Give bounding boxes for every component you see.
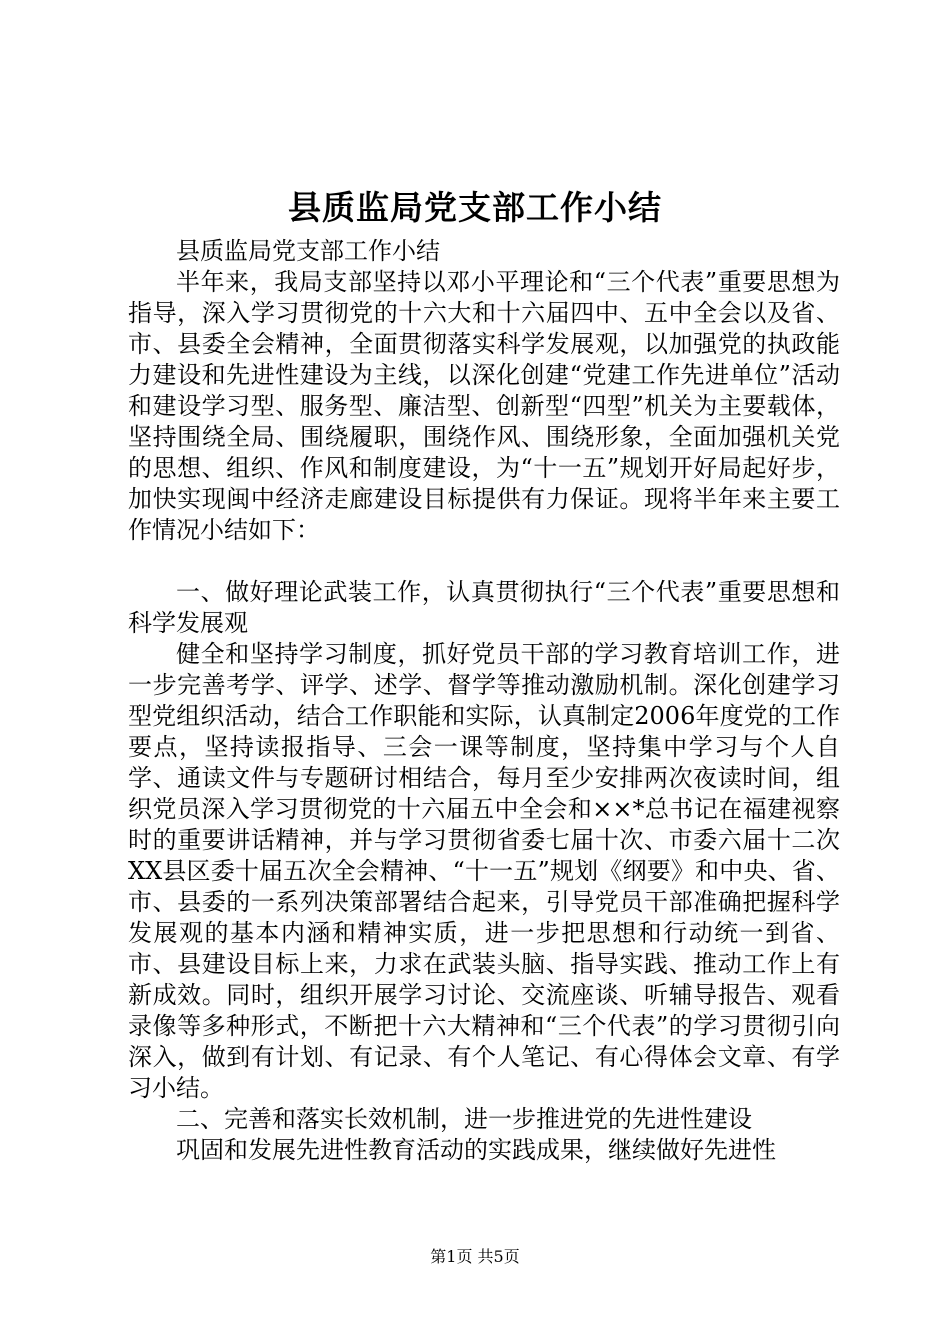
section-2-paragraph: 巩固和发展先进性教育活动的实践成果，继续做好先进性 <box>176 1136 776 1164</box>
section-heading-2: 二、完善和落实长效机制，进一步推进党的先进性建设 <box>176 1105 752 1133</box>
document-title: 县质监局党支部工作小结 <box>288 188 662 227</box>
section-1-paragraph: 健全和坚持学习制度，抓好党员干部的学习教育培训工作，进一步完善考学、评学、述学、督学等推动激励机制。深化创建学习型党组织活动，结合工作职能和实际，认真制定2006年度党的工作要点，坚持读报指导、三会一课等制度，坚持集中学习与个人自学、通读文件与专题研讨相结合，每月至少安排两次夜读时间，组织党员深入学习贯彻党的十六届五中全会和××*总书记在福建视察时的重要讲话精神，并与学习贯彻省委七届十次、市委六届十二次XX县区委十届五次全会精神、“十一五”规划《纲要》和中央、省、市、县委的一系列决策部署结合起来，引导党员干部准确把握科学发展观的基本内涵和精神实质，进一步把思想和行动统一到省、市、县建设目标上来，力求在武装头脑、指导实践、推动工作上有新成效。同时，组织开展学习讨论、交流座谈、听辅导报告、观看录像等多种形式，不断把十六大精神和“三个代表”的学习贯彻引向深入，做到有计划、有记录、有个人笔记、有心得体会文章、有学习小结。 <box>128 640 840 1102</box>
section-heading-1: 一、做好理论武装工作，认真贯彻执行“三个代表”重要思想和科学发展观 <box>128 578 840 637</box>
document-body <box>128 236 840 1166</box>
subtitle-paragraph: 县质监局党支部工作小结 <box>176 237 440 265</box>
page-number-footer: 第1页 共5页 <box>430 1247 520 1266</box>
intro-paragraph: 半年来，我局支部坚持以邓小平理论和“三个代表”重要思想为指导，深入学习贯彻党的十六大和十六届四中、五中全会以及省、市、县委全会精神，全面贯彻落实科学发展观，以加强党的执政能力建设和先进性建设为主线，以深化创建“党建工作先进单位”活动和建设学习型、服务型、廉洁型、创新型“四型”机关为主要载体，坚持围绕全局、围绕履职，围绕作风、围绕形象，全面加强机关党的思想、组织、作风和制度建设，为“十一五”规划开好局起好步，加快实现闽中经济走廊建设目标提供有力保证。现将半年来主要工作情况小结如下： <box>128 268 840 544</box>
